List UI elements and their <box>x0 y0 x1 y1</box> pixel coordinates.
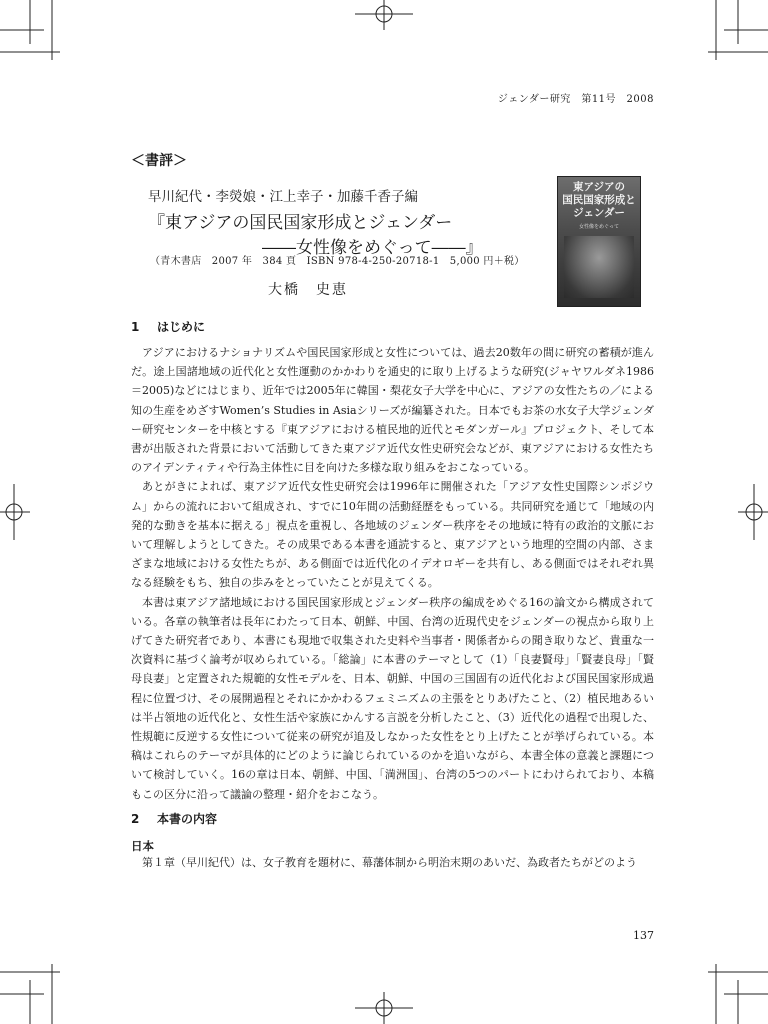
journal-header: ジェンダー研究 第11号 2008 <box>497 94 654 105</box>
paragraph: あとがきによれば、東アジア近代女性史研究会は1996年に開催された「アジア女性史国際シンポジウム」からの流れにおいて組成され、すでに10年間の活動経歴をもっている。共同研究を通じて「地域の内発的な動きを基本に据える」視点を重視し、各地域のジェンダー秩序をその地域に特有の政治的文脈において理解しようとしてきた。その成果である本書を通読すると、東アジアという地理的空間の内部、さまざまな地域における女性たちが、ある側面では近代化のイデオロギーを共有し、ある側面ではそれぞれ異なる経験をもち、独自の歩みをとっていたことが見えてくる。 <box>131 480 654 590</box>
crop-mark-top-left <box>0 0 60 60</box>
registration-mark-top <box>355 0 413 30</box>
crop-mark-bottom-left <box>0 964 60 1024</box>
section-heading-1 <box>131 318 205 335</box>
book-title: 『東アジアの国民国家形成とジェンダー <box>148 213 453 233</box>
paragraph: 本書は東アジア諸地域における国民国家形成とジェンダー秩序の編成をめぐる16の論文から構成されている。各章の執筆者は長年にわたって日本、朝鮮、中国、台湾の近現代史をジェンダーの視点から取り上げてきた研究者であり、本書にも現地で収集された史料や当事者・関係者からの聞き取りなど、貴重な一次資料に基づく論考が収められている。「総論」に本書のテーマとして（1）「良妻賢母」「賢妻良母」「賢母良妻」と定置された規範的女性モデルを、日本、朝鮮、中国の三国固有の近代化および国民国家形成過程に位置づけ、その展開過程とそれにかかわるフェミニズムの主張をとりあげたこと、（2）植民地あるいは半占領地の近代化と、女性生活や家族にかんする言説を分析したこと、（3）近代化の過程で出現した、性規範に反逆する女性について従来の研究が追及しなかった女性をとり上げたことが挙げられている。本稿はこれらのテーマが具体的にどのように論じられているのかを追いながら、本書全体の意義と課題について検討していく。16の章は日本、朝鮮、中国、「満洲国」、台湾の5つのパートにわけられており、本稿もこの区分に沿って議論の整理・紹介をおこなう。 <box>131 595 654 801</box>
paragraph: アジアにおけるナショナリズムや国民国家形成と女性については、過去20数年の間に研究の蓄積が進んだ。途上国諸地域の近代化と女性運動のかかわりを通史的に取り上げるような研究(ジャヤワルダネ1986＝2005)などにはじまり、近年では2005年に韓国・梨花女子大学を中心に、アジアの女性たちの／による知の生産をめざすWomen’s Studies in Asiaシリーズが編纂された。日本でもお茶の水女子大学ジェンダー研究センターを中核とする『東アジアにおける植民地的近代とモダンガール』プロジェクト、そして本書が出版された背景において活動してきた東アジア近代女性史研究会などが、東アジアにおける女性たちのアイデンティティや行為主体性に目を向けた多様な取り組みをおこなっている。 <box>131 346 654 475</box>
section-heading-2 <box>131 810 217 827</box>
registration-mark-left <box>0 484 30 540</box>
section-tag: ＜書評＞ <box>131 153 187 169</box>
cover-title-line: 東アジアの <box>572 181 626 193</box>
crop-mark-top-right <box>708 0 768 60</box>
book-editors: 早川紀代・李熒娘・江上幸子・加藤千香子編 <box>148 189 418 205</box>
section-title: 本書の内容 <box>157 812 218 826</box>
cover-title-line: 国民国家形成と <box>562 194 636 206</box>
cover-title-line: ジェンダー <box>573 207 625 219</box>
reviewer-name: 大橋 史恵 <box>268 282 348 298</box>
paragraph: 第１章（早川紀代）は、女子教育を題材に、幕藩体制から明治末期のあいだ、為政者たちがどのよう <box>142 856 637 869</box>
cover-artwork <box>564 236 634 298</box>
publication-info: （青木書店 2007 年 384 頁 ISBN 978-4-250-20718-1 5,000 円＋税） <box>150 256 525 267</box>
section-title: はじめに <box>157 320 206 334</box>
subsection-heading-japan: 日本 <box>131 839 154 853</box>
cover-subtitle: 女性像をめぐって <box>579 224 619 230</box>
registration-mark-right <box>738 484 768 540</box>
page-number: 137 <box>633 929 654 942</box>
registration-mark-bottom <box>355 992 413 1024</box>
book-subtitle: ――女性像をめぐって――』 <box>262 238 483 258</box>
book-cover-image <box>557 176 641 307</box>
section-2-body <box>131 853 654 872</box>
crop-mark-bottom-right <box>708 964 768 1024</box>
section-number: 1 <box>131 320 140 334</box>
section-1-body <box>131 343 654 804</box>
section-number: 2 <box>131 812 140 826</box>
